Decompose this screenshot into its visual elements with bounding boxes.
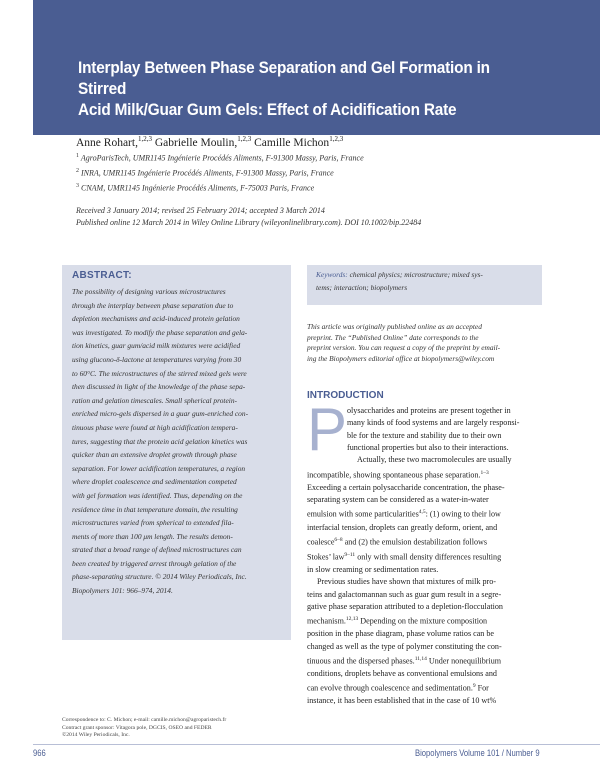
abstract-line: microstructures varied from spherical to extended fila-: [72, 518, 234, 528]
body-text-run: mechanism.: [307, 616, 346, 626]
title-line: Acid Milk/Guar Gum Gels: Effect of Acidification Rate: [78, 101, 457, 119]
correspondence-line: Correspondence to: C. Michon; e-mail: camille.michon@agroparistech.fr: [62, 717, 227, 723]
affiliation: [76, 183, 314, 193]
abstract-heading: ABSTRACT:: [72, 270, 132, 281]
abstract-line: phase-separating structure. © 2014 Wiley Periodicals, Inc.: [72, 572, 247, 582]
intro-paragraph-body: [307, 467, 542, 708]
abstract-line: tinuous phase were found at high acidification tempera-: [72, 422, 238, 432]
author-name: Gabrielle Moulin,: [154, 136, 238, 149]
abstract-line: enriched micro-gels dispersed in a guar gum-enriched con-: [72, 409, 249, 419]
body-line: [307, 534, 542, 549]
body-line: [307, 653, 542, 668]
body-line: Actually, these two macromolecules are usually: [357, 455, 512, 465]
abstract-body: [72, 285, 284, 598]
keywords-label: Keywords:: [316, 270, 348, 279]
abstract-line: quicker than an extensive droplet growth through phase: [72, 450, 237, 460]
abstract-line: to 60°C. The microstructures of the stirred mixed gels were: [72, 368, 247, 378]
affiliation: [76, 168, 334, 178]
preprint-notice: [307, 322, 542, 364]
body-line: gative phase separation attributed to a depletion-flocculation: [307, 601, 503, 611]
abstract-line: using glucono-δ-lactone at temperatures varying from 30: [72, 354, 242, 364]
citation: 11,14: [414, 656, 427, 662]
body-text-run: Under nonequilibrium: [426, 656, 502, 666]
journal-footer: Biopolymers Volume 101 / Number 9: [415, 748, 540, 758]
body-line: [307, 467, 542, 482]
grant-sponsor-line: Contract grant sponsor: Vitagora pole, DGCIS, OSEO and FEDER: [62, 724, 212, 731]
abstract-line: separation. For lower acidification temperatures, a region: [72, 463, 246, 473]
body-line: ble for the texture and stability due to their own: [347, 430, 502, 440]
body-line: Previous studies have shown that mixtures of milk pro-: [317, 577, 496, 587]
abstract-line: ration and gelation timescales. Small spherical protein-: [72, 395, 237, 405]
abstract-line: Biopolymers 101: 966–974, 2014.: [72, 586, 173, 596]
body-text-run: For: [475, 684, 489, 694]
abstract-line: with gel formation was identified. Thus, depending on the: [72, 490, 243, 500]
body-text-run: incompatible, showing spontaneous phase separation.: [307, 470, 481, 480]
body-text-run: coalesce: [307, 537, 335, 547]
copyright-line: ©2014 Wiley Periodicals, Inc.: [62, 732, 130, 739]
affiliation: [76, 153, 364, 163]
received-dates: Received 3 January 2014; revised 25 February 2014; accepted 3 March 2014: [76, 206, 325, 215]
body-line: position in the phase diagram, phase volume ratios can be: [307, 629, 495, 639]
body-text-run: tinuous and the dispersed phases.: [307, 656, 415, 666]
abstract-line: tures, suggesting that the protein acid gelation kinetics was: [72, 436, 248, 446]
body-line: many kinds of food systems and are largely responsi-: [347, 418, 520, 428]
citation: 9: [472, 683, 476, 690]
body-line: olysaccharides and proteins are present together in: [347, 406, 511, 415]
introduction-heading: INTRODUCTION: [307, 390, 384, 401]
correspondence-note: [62, 717, 226, 740]
body-text-run: only with small density differences resulting: [355, 552, 502, 562]
body-line: Exceeding a certain polysaccharide concentration, the phase-: [307, 482, 505, 492]
abstract-line: was investigated. To modify the phase separation and gela-: [72, 327, 248, 337]
intro-paragraph-indented: [347, 405, 542, 467]
abstract-line: through the interplay between phase separation due to: [72, 300, 234, 310]
affiliation-text: CNAM, UMR1145 Ingénierie Procédés Aliments, F-75003 Paris, France: [81, 183, 315, 193]
notice-line: ing the Biopolymers editorial office at biopolymers@wiley.com: [307, 353, 495, 363]
affiliation-number: 1: [76, 153, 79, 159]
body-text-run: emulsion with some particularities: [307, 510, 419, 520]
citation: 6–8: [334, 536, 343, 543]
abstract-line: depletion mechanisms and acid-induced protein gelation: [72, 314, 240, 324]
body-line: conditions, droplets behave as conventional emulsions and: [307, 669, 497, 679]
body-text-run: Depending on the mixture composition: [358, 616, 488, 626]
citation: 4,5: [418, 509, 426, 516]
body-line: [307, 549, 542, 564]
body-line: [307, 613, 542, 628]
notice-line: preprint. The “Published Online” date corresponds to the: [307, 332, 479, 342]
body-text-run: : (1) owing to their low: [425, 510, 501, 520]
citation: 9–11: [344, 551, 356, 558]
body-text-run: Stokes’ law: [307, 552, 345, 562]
body-line: interfacial tension, droplets can greatly deform, orient, and: [307, 522, 498, 532]
keywords-line: [316, 268, 538, 281]
abstract-line: residence time in that temperature domain, the resulting: [72, 504, 238, 514]
author-list: [76, 135, 343, 149]
author-name: Camille Michon: [254, 136, 330, 149]
body-text-run: can evolve through coalescence and sedimentation.: [307, 684, 473, 694]
affiliation-number: 3: [76, 183, 79, 189]
body-line: separating system can be considered as a water-in-water: [307, 495, 489, 505]
body-text-run: and (2) the emulsion destabilization follows: [342, 537, 487, 547]
footer-divider: [33, 744, 600, 745]
abstract-line: strated that a broad range of defined microstructures can: [72, 545, 242, 555]
body-line: changed as well as the type of polymer constituting the con-: [307, 641, 502, 651]
publication-dates: [76, 205, 421, 228]
keywords-text: chemical physics; microstructure; mixed sys-: [349, 270, 483, 279]
abstract-line: The possibility of designing various microstructures: [72, 287, 226, 296]
title-line: Interplay Between Phase Separation and Gel Formation in Stirred: [78, 59, 490, 98]
affiliation-text: INRA, UMR1145 Ingénierie Procédés Aliments, F-91300 Massy, Paris, France: [81, 168, 334, 178]
citation: 12,13: [345, 616, 359, 623]
notice-line: preprint version. You can request a copy of the preprint by email-: [307, 343, 501, 352]
body-line: in slow creaming or sedimentation rates.: [307, 564, 439, 574]
body-line: [307, 680, 542, 695]
abstract-line: where droplet coalescence and sedimentation competed: [72, 477, 237, 487]
affiliation-number: 2: [76, 168, 79, 174]
abstract-line: then discussed in light of the knowledge of the phase sepa-: [72, 382, 246, 392]
citation: 1–3: [480, 469, 489, 476]
article-title: [78, 58, 524, 121]
page-number: 966: [33, 748, 46, 758]
abstract-line: tion kinetics, guar gum/acid milk mixtures were acidified: [72, 341, 241, 351]
author-affil-ref: 1,2,3: [237, 135, 252, 143]
affiliation-text: AgroParisTech, UMR1145 Ingénierie Procédés Aliments, F-91300 Massy, Paris, France: [80, 153, 364, 163]
keywords-line: tems; interaction; biopolymers: [316, 283, 408, 292]
notice-line: This article was originally published online as an accepted: [307, 322, 482, 331]
published-online: Published online 12 March 2014 in Wiley Online Library (wileyonlinelibrary.com). DOI 10.1002/bip.22484: [76, 217, 422, 227]
body-line: teins and galactomannan such as guar gum result in a segre-: [307, 589, 502, 599]
drop-cap: P: [307, 396, 348, 463]
author-affil-ref: 1,2,3: [329, 135, 344, 143]
abstract-line: been created by triggered arrest through gelation of the: [72, 558, 237, 568]
keywords: [316, 268, 538, 294]
author-name: Anne Rohart,: [76, 136, 138, 149]
abstract-line: ments of more than 100 μm length. The results demon-: [72, 531, 233, 541]
body-line: instance, it has been established that in the case of 10 wt%: [307, 696, 497, 706]
author-affil-ref: 1,2,3: [137, 135, 152, 143]
body-line: functional properties but also to their interactions.: [347, 443, 509, 453]
body-line: [307, 506, 542, 521]
